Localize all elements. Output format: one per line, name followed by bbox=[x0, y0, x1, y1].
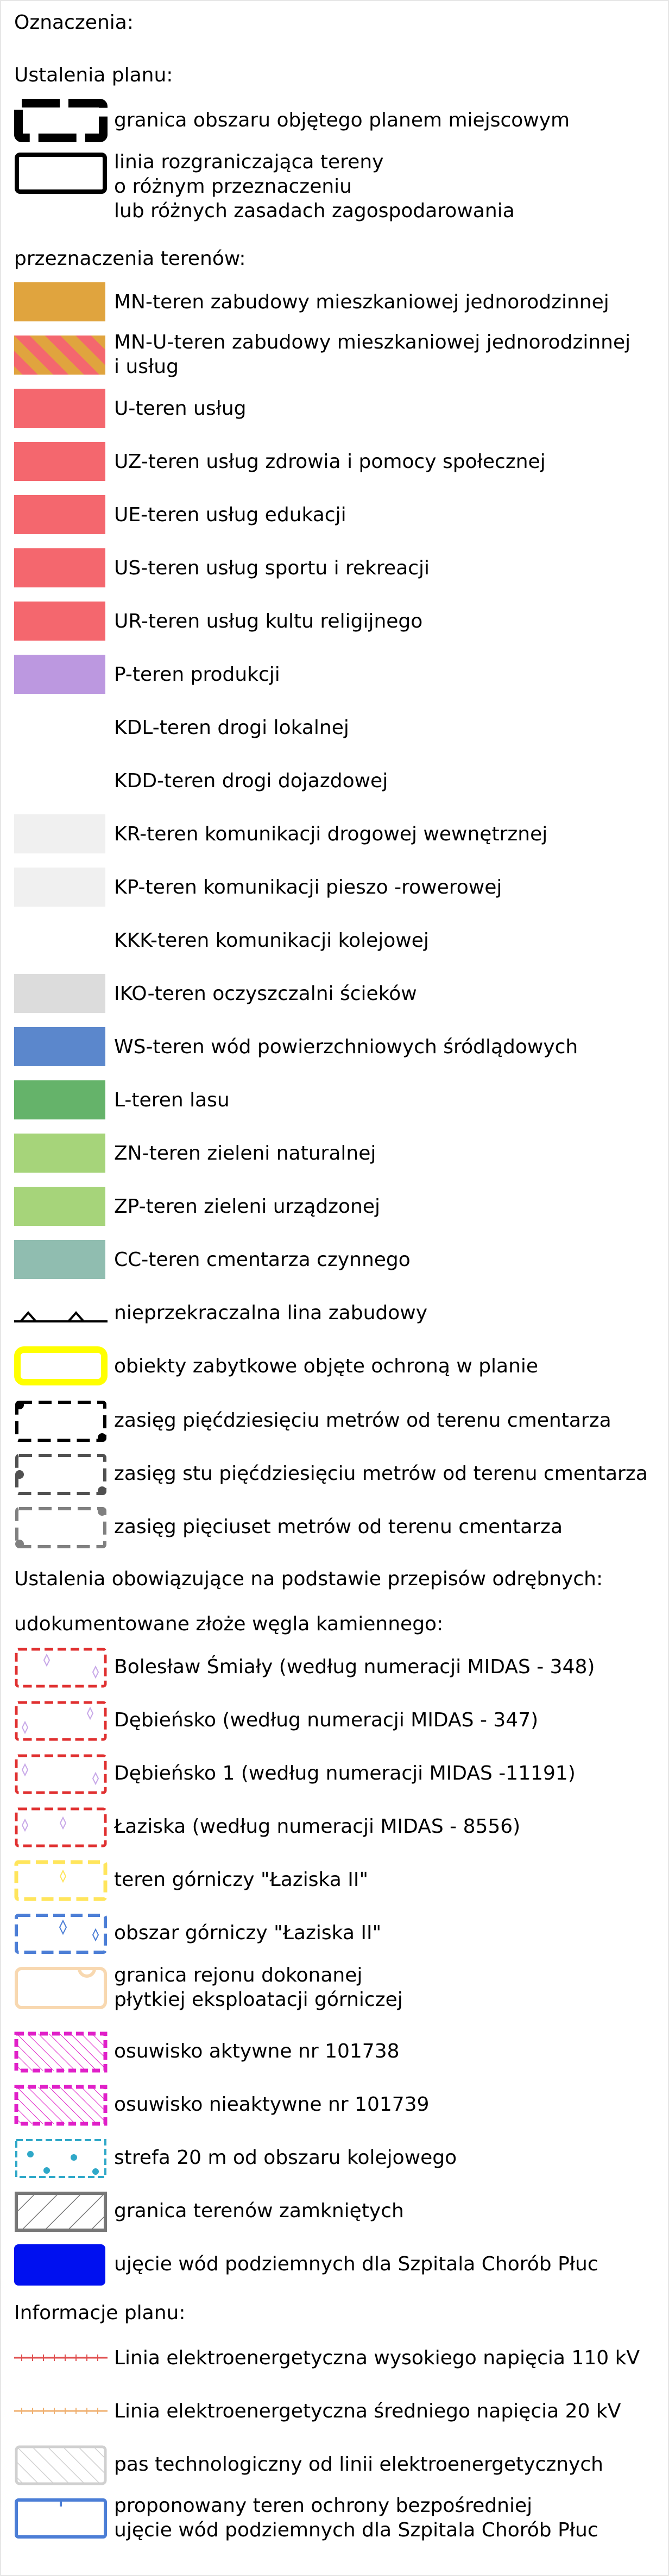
mining-area-symbol bbox=[14, 1860, 108, 1901]
mn-swatch bbox=[14, 282, 105, 321]
label-deposit-debiensko1: Dębieńsko 1 (według numeracji MIDAS -11191) bbox=[114, 1762, 576, 1784]
label-power-line-110kv: Linia elektroenergetyczna wysokiego napięcia 110 kV bbox=[114, 2347, 640, 2369]
landslide-inactive-symbol bbox=[14, 2085, 108, 2126]
label-zp: ZP-teren zieleni urządzonej bbox=[114, 1195, 381, 1218]
label-deposit-boleslaw: Bolesław Śmiały (według numeracji MIDAS - 348) bbox=[114, 1656, 595, 1678]
label-technology-strip: pas technologiczny od linii elektroenergetycznych bbox=[114, 2453, 603, 2476]
label-ur: UR-teren usług kultu religijnego bbox=[114, 610, 423, 632]
label-shallow-mining: granica rejonu dokonanej płytkiej eksploatacji górniczej bbox=[114, 1964, 403, 2011]
cemetery-150m-symbol bbox=[14, 1453, 108, 1496]
section-informacje: Informacje planu: bbox=[14, 2302, 186, 2324]
railway-20m-zone-symbol bbox=[14, 2138, 108, 2179]
label-power-line-20kv: Linia elektroenergetyczna średniego napięcia 20 kV bbox=[114, 2400, 621, 2422]
deposit-debiensko-symbol bbox=[14, 1700, 108, 1742]
dividing-line-symbol bbox=[14, 152, 108, 194]
label-cemetery-500m: zasięg pięciuset metrów od terenu cmentarza bbox=[114, 1516, 563, 1538]
label-mining-area: teren górniczy "Łaziska II" bbox=[114, 1869, 368, 1891]
cemetery-50m-symbol bbox=[14, 1400, 108, 1443]
label-landslide-active: osuwisko aktywne nr 101738 bbox=[114, 2040, 400, 2062]
kkk-swatch bbox=[14, 921, 105, 960]
zn-swatch bbox=[14, 1134, 105, 1173]
ws-swatch bbox=[14, 1027, 105, 1066]
label-railway-20m-zone: strefa 20 m od obszaru kolejowego bbox=[114, 2147, 457, 2169]
label-deposit-debiensko: Dębieńsko (według numeracji MIDAS - 347) bbox=[114, 1709, 539, 1731]
p-swatch bbox=[14, 655, 105, 694]
mnu-hatched-swatch bbox=[14, 336, 105, 375]
ue-swatch bbox=[14, 495, 105, 534]
cemetery-500m-symbol bbox=[14, 1506, 108, 1549]
section-zloze: udokumentowane złoże węgla kamiennego: bbox=[14, 1613, 444, 1635]
label-landslide-inactive: osuwisko nieaktywne nr 101739 bbox=[114, 2093, 430, 2116]
label-u: U-teren usług bbox=[114, 397, 247, 420]
kp-swatch bbox=[14, 868, 105, 907]
building-line-symbol bbox=[14, 1293, 108, 1332]
shallow-mining-symbol bbox=[14, 1966, 108, 2010]
technology-strip-symbol bbox=[14, 2445, 108, 2486]
section-ustalenia-planu: Ustalenia planu: bbox=[14, 64, 173, 86]
label-iko: IKO-teren oczyszczalni ścieków bbox=[114, 983, 417, 1005]
legend-title: Oznaczenia: bbox=[14, 11, 134, 34]
label-cemetery-150m: zasięg stu pięćdziesięciu metrów od terenu cmentarza bbox=[114, 1463, 648, 1485]
section-przepisy-odrebne: Ustalenia obowiązujące na podstawie przepisów odrębnych: bbox=[14, 1568, 603, 1590]
us-swatch bbox=[14, 548, 105, 587]
l-swatch bbox=[14, 1080, 105, 1119]
label-water-protection: proponowany teren ochrony bezpośredniej ujęcie wód podziemnych dla Szpitala Chorób Płuc bbox=[114, 2495, 598, 2541]
label-deposit-laziska: Łaziska (według numeracji MIDAS - 8556) bbox=[114, 1815, 521, 1838]
label-closed-area: granica terenów zamkniętych bbox=[114, 2200, 404, 2222]
deposit-boleslaw-symbol bbox=[14, 1647, 108, 1688]
section-przeznaczenia: przeznaczenia terenów: bbox=[14, 248, 246, 270]
water-intake-swatch bbox=[14, 2244, 105, 2286]
mining-zone-symbol bbox=[14, 1913, 108, 1954]
label-water-intake: ujęcie wód podziemnych dla Szpitala Chorób Płuc bbox=[114, 2253, 598, 2275]
cc-swatch bbox=[14, 1240, 105, 1279]
monument-symbol bbox=[14, 1346, 108, 1385]
label-plan-boundary: granica obszaru objętego planem miejscowym bbox=[114, 109, 570, 131]
kdd-swatch bbox=[14, 761, 105, 800]
label-kp: KP-teren komunikacji pieszo -rowerowej bbox=[114, 876, 502, 898]
label-ws: WS-teren wód powierzchniowych śródlądowych bbox=[114, 1036, 578, 1058]
label-zn: ZN-teren zieleni naturalnej bbox=[114, 1142, 376, 1164]
label-dividing-line: linia rozgraniczająca tereny o różnym przeznaczeniu lub różnych zasadach zagospodarowania bbox=[114, 151, 515, 222]
water-protection-symbol bbox=[14, 2498, 108, 2539]
zp-swatch bbox=[14, 1187, 105, 1226]
label-uz: UZ-teren usług zdrowia i pomocy społecznej bbox=[114, 451, 546, 473]
closed-area-symbol bbox=[14, 2191, 108, 2232]
label-us: US-teren usług sportu i rekreacji bbox=[114, 557, 430, 579]
label-kdd: KDD-teren drogi dojazdowej bbox=[114, 770, 388, 792]
uz-swatch bbox=[14, 442, 105, 481]
iko-swatch bbox=[14, 974, 105, 1013]
label-mnu: MN-U-teren zabudowy mieszkaniowej jednorodzinnej i usług bbox=[114, 331, 631, 378]
power-line-20kv-symbol bbox=[14, 2391, 108, 2431]
label-ue: UE-teren usług edukacji bbox=[114, 504, 346, 526]
deposit-laziska-symbol bbox=[14, 1807, 108, 1848]
label-p: P-teren produkcji bbox=[114, 663, 280, 686]
kr-swatch bbox=[14, 814, 105, 853]
label-cemetery-50m: zasięg pięćdziesięciu metrów od terenu cmentarza bbox=[114, 1409, 611, 1432]
u-swatch bbox=[14, 389, 105, 428]
label-l: L-teren lasu bbox=[114, 1089, 230, 1111]
ur-swatch bbox=[14, 602, 105, 641]
landslide-active-symbol bbox=[14, 2031, 108, 2073]
kdl-swatch bbox=[14, 708, 105, 747]
label-kdl: KDL-teren drogi lokalnej bbox=[114, 717, 349, 739]
power-line-110kv-symbol bbox=[14, 2338, 108, 2377]
plan-boundary-symbol bbox=[14, 99, 108, 142]
label-monument: obiekty zabytkowe objęte ochroną w planie bbox=[114, 1355, 539, 1377]
label-mining-zone: obszar górniczy "Łaziska II" bbox=[114, 1922, 382, 1944]
label-mn: MN-teren zabudowy mieszkaniowej jednorodzinnej bbox=[114, 291, 609, 313]
label-kr: KR-teren komunikacji drogowej wewnętrznej bbox=[114, 823, 548, 845]
label-kkk: KKK-teren komunikacji kolejowej bbox=[114, 929, 429, 952]
label-building-line: nieprzekraczalna lina zabudowy bbox=[114, 1302, 428, 1324]
deposit-debiensko1-symbol bbox=[14, 1754, 108, 1795]
label-cc: CC-teren cmentarza czynnego bbox=[114, 1249, 411, 1271]
